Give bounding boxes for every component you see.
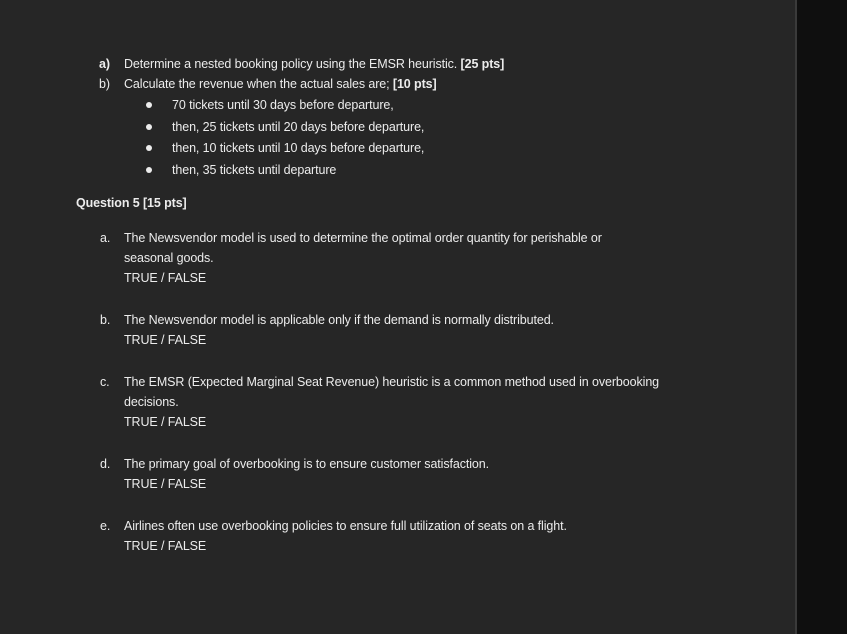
bullet-dot — [146, 167, 152, 173]
tf-item-a-marker: a. — [100, 231, 111, 245]
bullet-dot — [146, 102, 152, 108]
tf-item-c-line-2: decisions. — [124, 395, 179, 409]
window-gutter — [797, 0, 847, 634]
tf-item-c-line-1: The EMSR (Expected Marginal Seat Revenue) heuristic is a common method used in overbooking — [124, 375, 660, 389]
part-b-marker: b) — [99, 77, 110, 91]
part-a-marker: a) — [99, 57, 110, 71]
tf-item-d-line-1: The primary goal of overbooking is to ensure customer satisfaction. — [124, 457, 490, 471]
tf-item-e-answer: TRUE / FALSE — [124, 539, 207, 553]
tf-item-e-marker: e. — [100, 519, 111, 533]
part-b-points: [10 pts] — [392, 77, 437, 91]
bullet-item-4: then, 35 tickets until departure — [172, 163, 337, 177]
tf-item-d-answer: TRUE / FALSE — [124, 477, 207, 491]
bullet-item-1: 70 tickets until 30 days before departure, — [172, 98, 394, 112]
tf-item-b-line-1: The Newsvendor model is applicable only if the demand is normally distributed. — [124, 313, 554, 327]
tf-item-a-answer: TRUE / FALSE — [124, 271, 207, 285]
bullet-dot — [146, 145, 152, 151]
bullet-dot — [146, 124, 152, 130]
question-5-heading: Question 5 [15 pts] — [76, 196, 187, 210]
tf-item-c-answer: TRUE / FALSE — [124, 415, 207, 429]
tf-item-c-marker: c. — [100, 375, 110, 389]
part-a-text: Determine a nested booking policy using the EMSR heuristic. [25 pts] — [124, 57, 505, 71]
bullet-item-2: then, 25 tickets until 20 days before departure, — [172, 120, 425, 134]
tf-item-d-marker: d. — [100, 457, 111, 471]
part-b-text: Calculate the revenue when the actual sales are; [10 pts] — [124, 77, 437, 91]
bullet-item-3: then, 10 tickets until 10 days before departure, — [172, 141, 425, 155]
tf-item-a-line-2: seasonal goods. — [124, 251, 214, 265]
tf-item-b-marker: b. — [100, 313, 111, 327]
tf-item-b-answer: TRUE / FALSE — [124, 333, 207, 347]
tf-item-e-line-1: Airlines often use overbooking policies to ensure full utilization of seats on a flight. — [124, 519, 567, 533]
part-a-points: [25 pts] — [460, 57, 505, 71]
tf-item-a-line-1: The Newsvendor model is used to determine the optimal order quantity for perishable or — [124, 231, 602, 245]
